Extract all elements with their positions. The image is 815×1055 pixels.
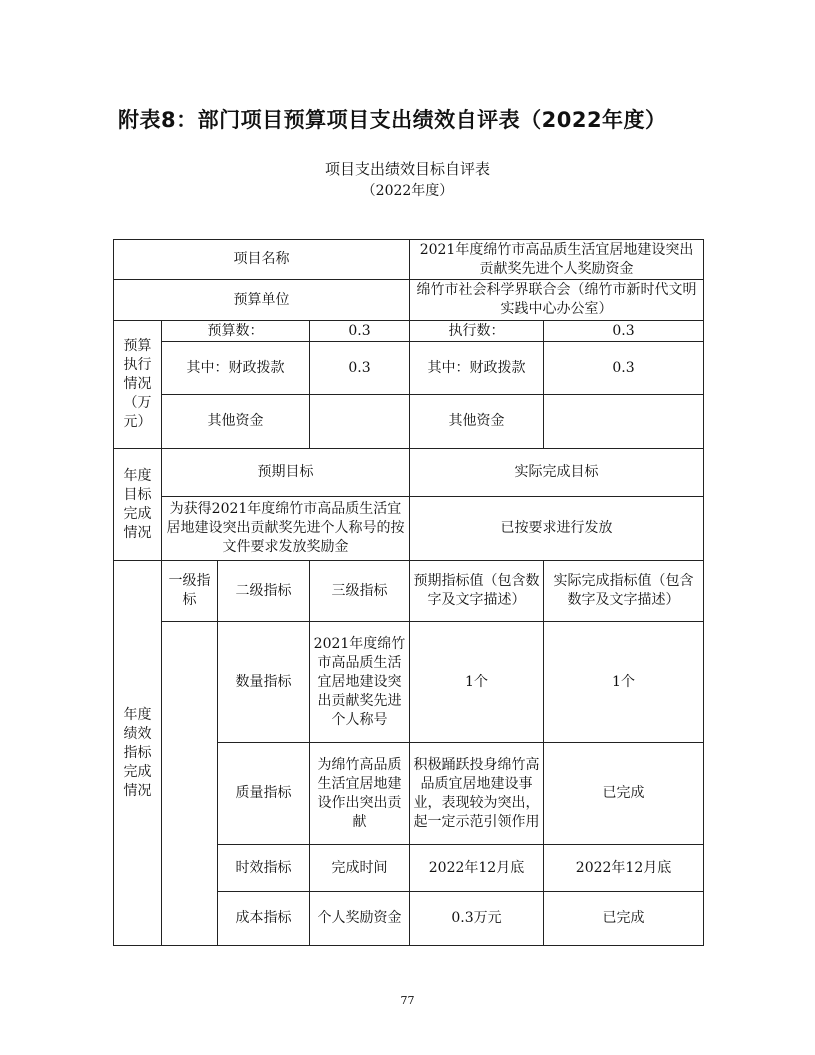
form-year: （2022年度）: [361, 183, 454, 199]
level2-cell: 时效指标: [218, 845, 310, 892]
level3-cell: 个人奖励资金: [310, 892, 410, 946]
budget-unit-label: 预算单位: [114, 280, 410, 321]
project-name-value: 2021年度绵竹市高品质生活宜居地建设突出贡献奖先进个人奖励资金: [410, 240, 704, 280]
page-number: 77: [400, 994, 415, 1007]
actual-goal-header: 实际完成目标: [410, 449, 704, 497]
budget-unit-row: [114, 280, 704, 321]
other-funds-value: [310, 395, 410, 449]
indicator-row: [114, 622, 704, 743]
level2-cell: 成本指标: [218, 892, 310, 946]
expected-goal-header: 预期目标: [162, 449, 410, 497]
expected-value-cell: 积极踊跃投身绵竹高品质宜居地建设事业，表现较为突出，起一定示范引领作用: [410, 743, 544, 845]
project-name-label: 项目名称: [114, 240, 410, 280]
level3-cell: 完成时间: [310, 845, 410, 892]
actual-value-header: 实际完成指标值（包含数字及文字描述）: [544, 561, 704, 622]
page-title: 附表8：部门项目预算项目支出绩效自评表（2022年度）: [118, 108, 667, 132]
expected-value-header: 预期指标值（包含数字及文字描述）: [410, 561, 544, 622]
budget-amount-label: 预算数：: [162, 321, 310, 342]
indicator-header-row: [114, 561, 704, 622]
level3-header: 三级指标: [310, 561, 410, 622]
annual-goal-label: 年度目标完成情况: [114, 449, 162, 561]
budget-amount-value: 0.3: [310, 321, 410, 342]
actual-value-cell: 2022年12月底: [544, 845, 704, 892]
performance-table: [113, 239, 704, 946]
expected-goal-text: 为获得2021年度绵竹市高品质生活宜居地建设突出贡献奖先进个人称号的按文件要求发放奖励金: [162, 497, 410, 561]
actual-goal-text: 已按要求进行发放: [410, 497, 704, 561]
actual-value-cell: 1个: [544, 622, 704, 743]
form-subtitle: 项目支出绩效目标自评表: [324, 160, 490, 178]
budget-execution-label: 预算执行情况（万元）: [114, 321, 162, 449]
actual-value-cell: 已完成: [544, 892, 704, 946]
goal-content-row: [114, 497, 704, 561]
level1-header: 一级指标: [162, 561, 218, 622]
exec-other-funds-label: 其他资金: [410, 395, 544, 449]
goal-header-row: [114, 449, 704, 497]
exec-fiscal-label: 其中：财政拨款: [410, 342, 544, 395]
exec-amount-value: 0.3: [544, 321, 704, 342]
level1-cell: [162, 622, 218, 946]
actual-value-cell: 已完成: [544, 743, 704, 845]
level2-header: 二级指标: [218, 561, 310, 622]
project-name-row: [114, 240, 704, 280]
other-funds-label: 其他资金: [162, 395, 310, 449]
exec-amount-label: 执行数：: [410, 321, 544, 342]
expected-value-cell: 2022年12月底: [410, 845, 544, 892]
fiscal-label: 其中：财政拨款: [162, 342, 310, 395]
expected-value-cell: 1个: [410, 622, 544, 743]
level3-cell: 2021年度绵竹市高品质生活宜居地建设突出贡献奖先进个人称号: [310, 622, 410, 743]
exec-other-funds-value: [544, 395, 704, 449]
level2-cell: 质量指标: [218, 743, 310, 845]
exec-fiscal-value: 0.3: [544, 342, 704, 395]
budget-unit-value: 绵竹市社会科学界联合会（绵竹市新时代文明实践中心办公室）: [410, 280, 704, 321]
level3-cell: 为绵竹高品质生活宜居地建设作出突出贡献: [310, 743, 410, 845]
expected-value-cell: 0.3万元: [410, 892, 544, 946]
fiscal-row: [114, 342, 704, 395]
budget-amount-row: [114, 321, 704, 342]
fiscal-value: 0.3: [310, 342, 410, 395]
level2-cell: 数量指标: [218, 622, 310, 743]
other-funds-row: [114, 395, 704, 449]
indicators-section-label: 年度绩效指标完成情况: [114, 561, 162, 946]
